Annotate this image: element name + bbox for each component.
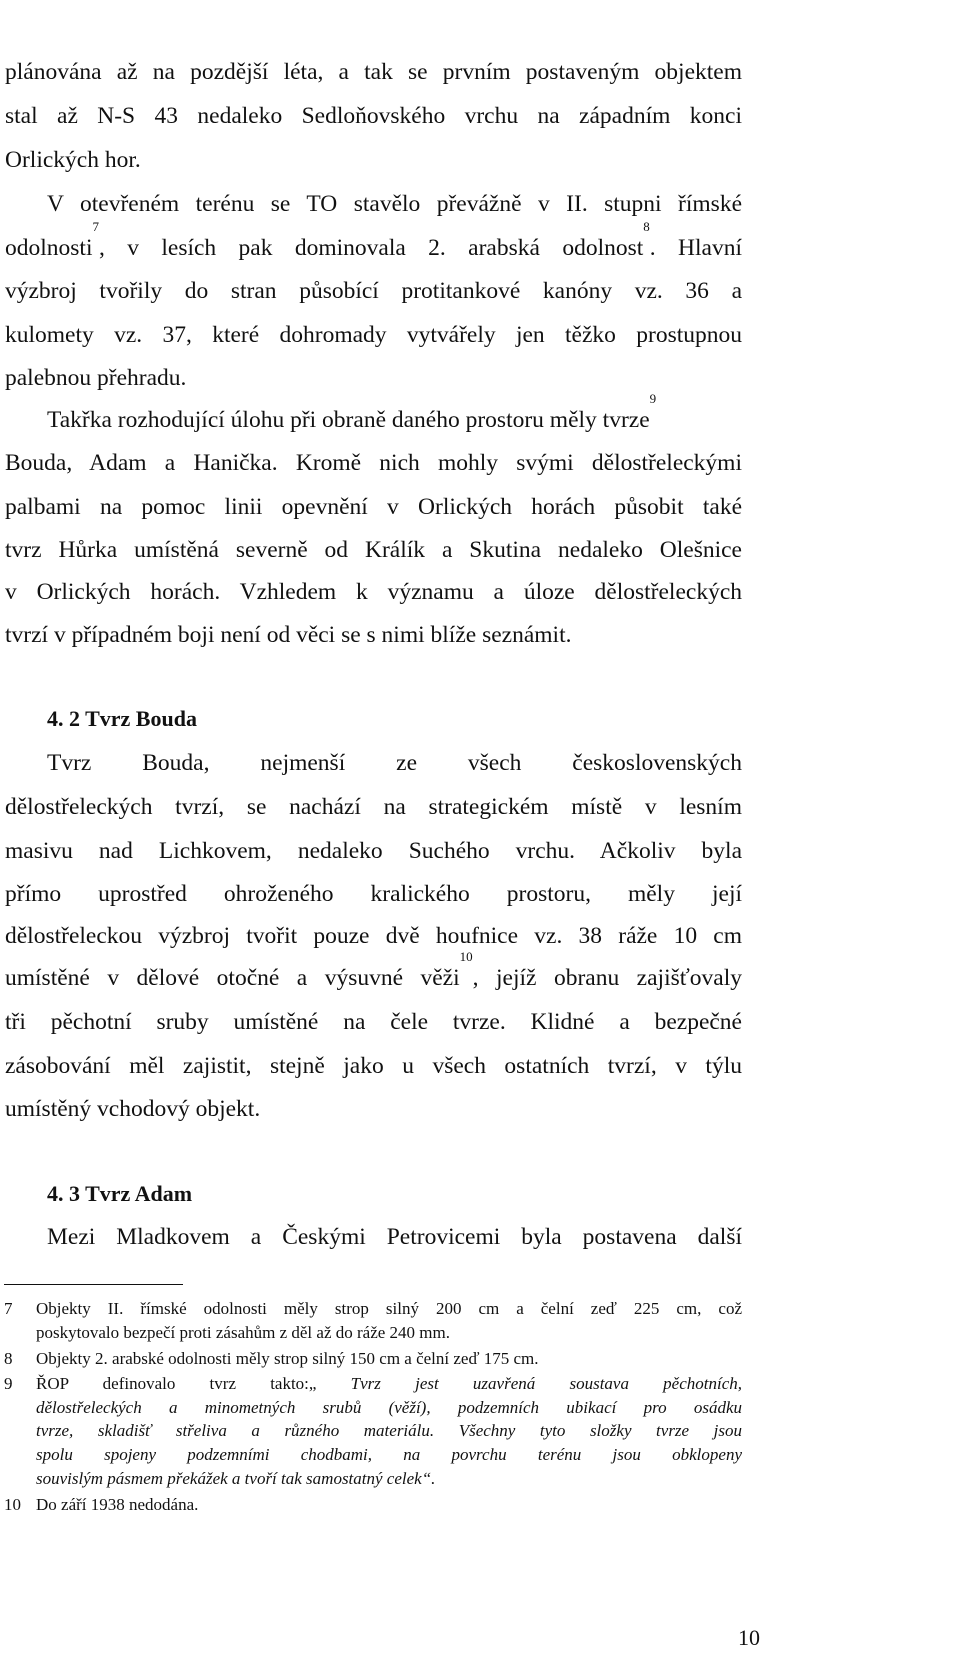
text-line: Orlických hor. <box>5 147 141 173</box>
footnote-line: souvislým pásmem překážek a tvoří tak samostatný celek“. <box>36 1469 436 1488</box>
footnote-ref-10: 10 <box>459 949 473 964</box>
text-line: v Orlických horách. Vzhledem k významu a úloze dělostřeleckých <box>5 579 742 605</box>
text-line: stal až N-S 43 nedaleko Sedloňovského vrchu na západním konci <box>5 103 742 129</box>
text-run: Tvrz jest uzavřená soustava pěchotních, <box>316 1374 743 1393</box>
text-line: kulomety vz. 37, které dohromady vytvářely jen těžko prostupnou <box>5 322 742 348</box>
text-line: tvrz Hůrka umístěná severně od Králík a Skutina nedaleko Olešnice <box>5 537 742 563</box>
text-line: plánována až na pozdější léta, a tak se prvním postaveným objektem <box>5 59 742 85</box>
text-line <box>5 219 742 263</box>
footnote-divider <box>4 1284 183 1285</box>
footnote-line: Objekty 2. arabské odolnosti měly strop silný 150 cm a čelní zeď 175 cm. <box>36 1349 539 1368</box>
text-line: dělostřeleckou výzbroj tvořit pouze dvě houfnice vz. 38 ráže 10 cm <box>5 923 742 949</box>
text-line: V otevřeném terénu se TO stavělo převážně v II. stupni římské <box>47 191 742 217</box>
footnote-line: Objekty II. římské odolnosti měly strop silný 200 cm a čelní zeď 225 cm, což <box>36 1299 742 1318</box>
text-line: Bouda, Adam a Hanička. Kromě nich mohly svými dělostřeleckými <box>5 450 742 476</box>
text-run: Takřka rozhodující úlohu při obraně daného prostoru měly tvrze <box>47 407 650 433</box>
text-line: Tvrz Bouda, nejmenší ze všech československých <box>47 750 742 776</box>
footnote-number: 9 <box>4 1374 13 1393</box>
text-line: palbami na pomoc linii opevnění v Orlických horách působit také <box>5 494 742 520</box>
footnote-line: poskytovalo bezpečí proti zásahům z děl až do ráže 240 mm. <box>36 1323 450 1342</box>
text-line: tvrzí v případném boji není od věci se s nimi blíže seznámit. <box>5 622 572 648</box>
text-line: umístěný vchodový objekt. <box>5 1096 261 1122</box>
text-line: přímo uprostřed ohroženého kralického prostoru, měly její <box>5 881 742 907</box>
footnote-line: Do září 1938 nedodána. <box>36 1495 199 1514</box>
footnote-line: spolu spojeny podzemními chodbami, na povrchu terénu jsou obklopeny <box>36 1445 742 1464</box>
text-line: tři pěchotní sruby umístěné na čele tvrze. Klidné a bezpečné <box>5 1009 742 1035</box>
footnote-ref-7: 7 <box>92 219 99 234</box>
text-line <box>47 391 742 435</box>
text-run: umístěné v dělové otočné a výsuvné věži <box>5 965 460 991</box>
text-run: , jejíž obranu zajišťovaly <box>472 965 742 991</box>
footnote-line <box>36 1373 742 1395</box>
footnote-ref-9: 9 <box>649 391 657 406</box>
footnote-number: 8 <box>4 1349 13 1368</box>
footnote-ref-8: 8 <box>643 219 650 234</box>
footnote-line: dělostřeleckých a minometných srubů (věží), podzemních ubikací pro osádku <box>36 1398 742 1417</box>
text-line: dělostřeleckých tvrzí, se nachází na strategickém místě v lesním <box>5 794 742 820</box>
text-line: palebnou přehradu. <box>5 365 187 391</box>
page-number: 10 <box>738 1625 760 1650</box>
text-line: Mezi Mladkovem a Českými Petrovicemi byla postavena další <box>47 1224 742 1250</box>
footnote-number: 10 <box>4 1495 21 1514</box>
text-run: odolnosti <box>5 235 93 261</box>
text-line: výzbroj tvořily do stran působící protitankové kanóny vz. 36 a <box>5 278 742 304</box>
footnote-number: 7 <box>4 1299 13 1318</box>
text-run: , v lesích pak dominovala 2. arabská odolnost <box>98 235 644 261</box>
text-run: . Hlavní <box>649 235 742 261</box>
section-heading: 4. 2 Tvrz Bouda <box>47 706 197 731</box>
section-heading: 4. 3 Tvrz Adam <box>47 1181 193 1206</box>
text-line: masivu nad Lichkovem, nedaleko Suchého vrchu. Ačkoliv byla <box>5 838 742 864</box>
text-line: zásobování měl zajistit, stejně jako u všech ostatních tvrzí, v týlu <box>5 1053 742 1079</box>
text-run: ŘOP definovalo tvrz takto:„ <box>36 1374 317 1393</box>
footnote-line: tvrze, skladišť střeliva a různého materiálu. Všechny tyto složky tvrze jsou <box>36 1421 742 1440</box>
text-line <box>5 949 742 993</box>
